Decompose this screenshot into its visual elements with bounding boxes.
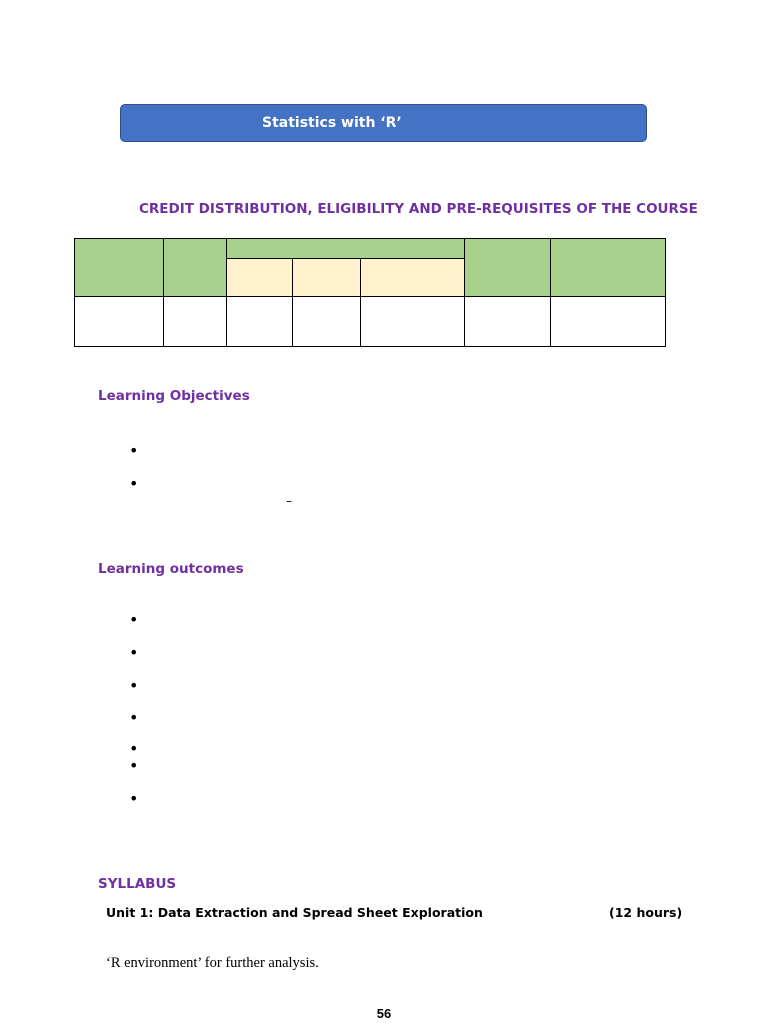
- course-title: Statistics with ‘R’: [262, 115, 402, 131]
- table-cell: [465, 297, 551, 347]
- outcome-bullet: •: [129, 610, 139, 629]
- table-cell: [164, 297, 227, 347]
- outcome-bullet: •: [129, 643, 139, 662]
- table-cell: [227, 297, 293, 347]
- table-subheader-cell: [227, 259, 293, 297]
- table-header-cell: [465, 239, 551, 297]
- table-cell: [551, 297, 666, 347]
- objective-bullet: •: [129, 474, 139, 493]
- table-header-group-cell: [227, 239, 465, 259]
- table-header-cell: [75, 239, 164, 297]
- table-header-row: [75, 239, 666, 259]
- learning-objectives-heading: Learning Objectives: [98, 388, 250, 404]
- table-header-cell: [551, 239, 666, 297]
- outcome-bullet: •: [129, 676, 139, 695]
- table-header-cell: [164, 239, 227, 297]
- course-title-banner: [120, 104, 647, 142]
- objective-bullet: •: [129, 441, 139, 460]
- table-subheader-cell: [293, 259, 361, 297]
- table-row: [75, 297, 666, 347]
- outcome-bullet: •: [129, 708, 139, 727]
- table-cell: [293, 297, 361, 347]
- outcome-bullet: •: [129, 789, 139, 808]
- syllabus-heading: SYLLABUS: [98, 876, 177, 892]
- unit-title: Unit 1: Data Extraction and Spread Sheet Exploration: [106, 905, 483, 920]
- page-number: 56: [376, 1006, 392, 1021]
- table-cell: [75, 297, 164, 347]
- syllabus-body-text: ‘R environment’ for further analysis.: [106, 955, 319, 971]
- outcome-bullet: •: [129, 756, 139, 775]
- table-subheader-cell: [361, 259, 465, 297]
- outcome-bullet: •: [129, 739, 139, 758]
- unit-hours: (12 hours): [609, 905, 683, 920]
- table-cell: [361, 297, 465, 347]
- credit-distribution-heading: CREDIT DISTRIBUTION, ELIGIBILITY AND PRE-REQUISITES OF THE COURSE: [139, 201, 698, 217]
- learning-outcomes-heading: Learning outcomes: [98, 561, 244, 577]
- objective-dash: –: [286, 494, 292, 508]
- credit-distribution-table: [74, 238, 666, 347]
